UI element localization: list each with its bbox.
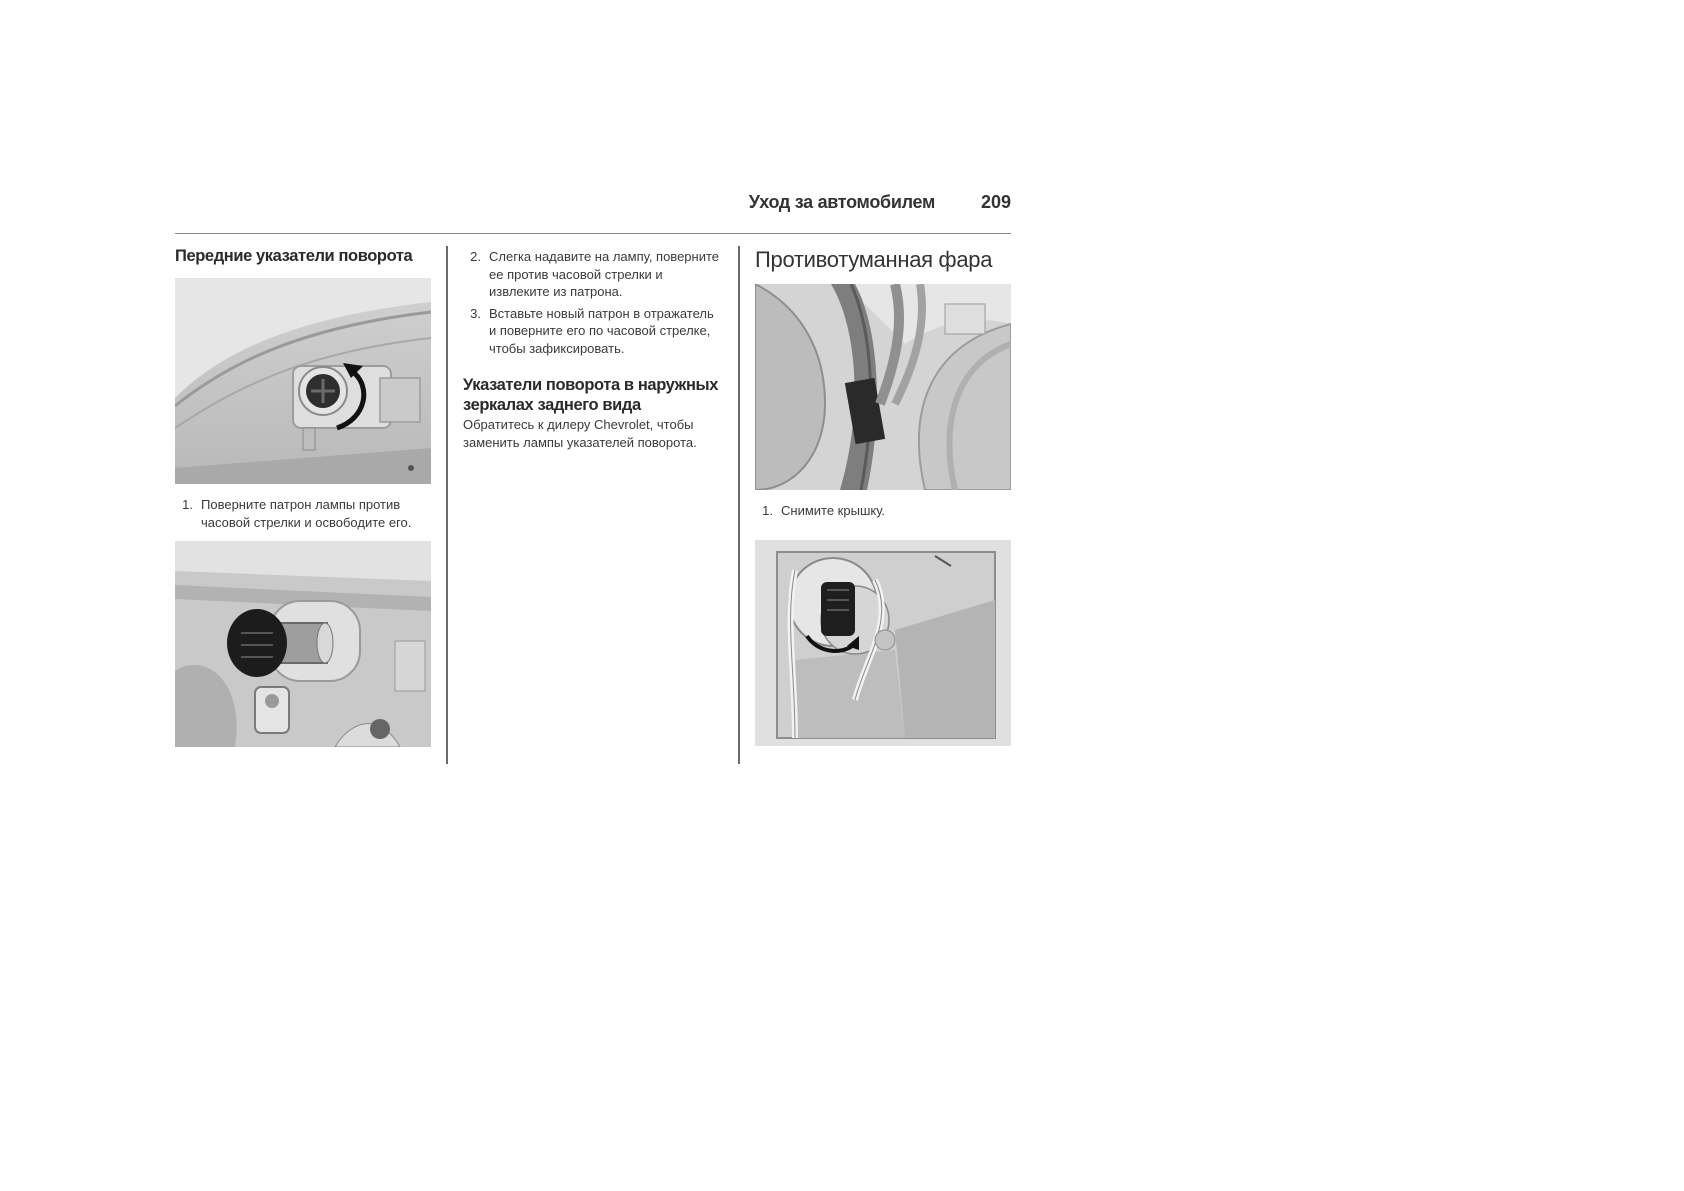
column-3 [755,246,1011,746]
step-1 [755,502,1011,520]
header-rule [175,233,1011,234]
step-number: 2. [470,249,481,264]
column-2 [463,248,721,451]
steps-list-col1 [175,496,431,531]
steps-list-col2 [463,248,721,357]
mirror-signals-paragraph: Обратитесь к дилеру Chevrolet, чтобы заменить лампы указателей поворота. [463,417,697,450]
step-text: Вставьте новый патрон в отражатель и поверните его по часовой стрелке, чтобы зафиксировать. [489,305,714,356]
step-text: Слегка надавите на лампу, поверните ее против часовой стрелки и извлеките из патрона. [489,249,720,299]
figure-fog-lamp-cover [755,284,1011,490]
step-2 [463,248,721,301]
heading-front-turn-signals: Передние указатели поворота [175,247,413,265]
heading-fog-lamp: Противотуманная фара [755,247,993,272]
steps-list-col3 [755,502,1011,520]
column-divider-2 [738,246,740,764]
heading-mirror-turn-signals: Указатели поворота в наружных зеркалах заднего вида [463,376,718,414]
running-header [175,192,1011,216]
step-number: 1. [762,503,773,518]
figure-turn-signal-socket [175,278,431,484]
step-text: Снимите крышку. [781,503,886,518]
figure-socket-removed [175,541,431,747]
section-title: Уход за автомобилем [748,192,935,212]
figure-fog-lamp-connector [755,540,1011,746]
page-number: 209 [980,192,1011,212]
step-1 [175,496,431,531]
step-3 [463,305,721,358]
column-divider-1 [446,246,448,764]
column-1 [175,246,431,747]
step-number: 3. [470,305,481,321]
step-text: Поверните патрон лампы против часовой стрелки и освободите его. [201,497,412,530]
step-number: 1. [182,497,193,512]
